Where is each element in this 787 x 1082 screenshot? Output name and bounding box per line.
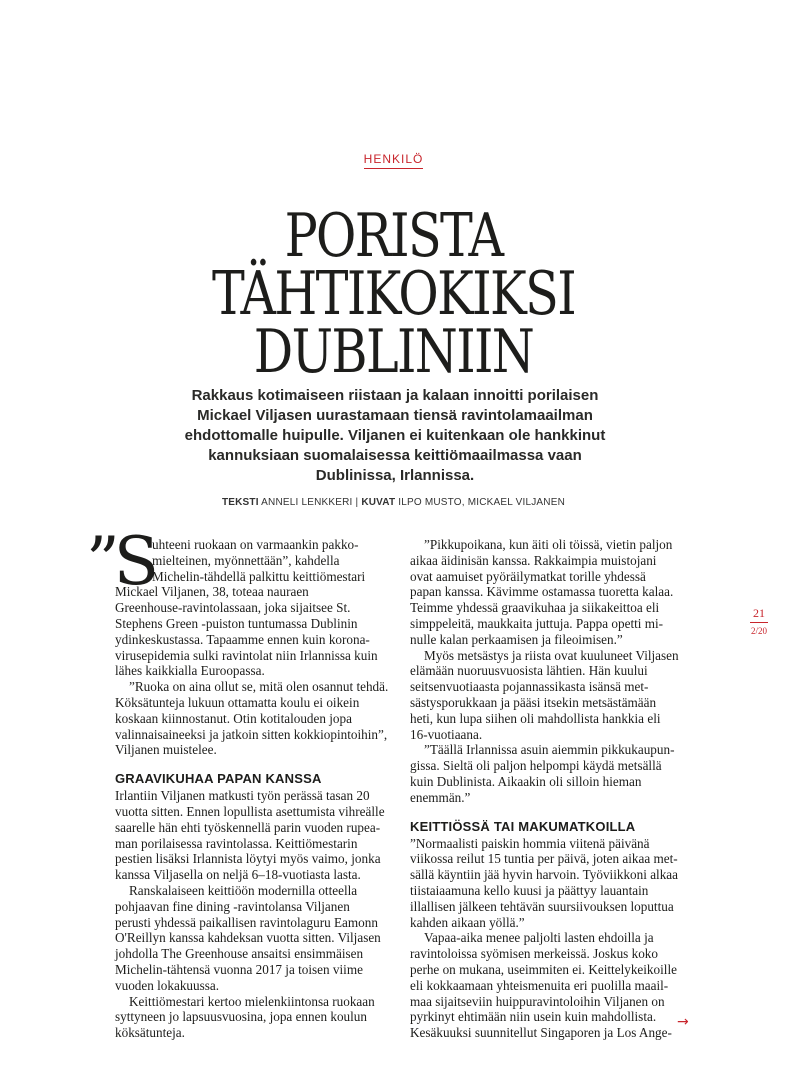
byline-text-author: ANNELI LENKKERI: [261, 497, 353, 508]
body-text-line: gissa. Sieltä oli paljon helpompi käydä metsällä: [410, 758, 662, 774]
subheading: KEITTIÖSSÄ TAI MAKUMATKOILLA: [410, 818, 636, 834]
byline-photo-authors: ILPO MUSTO, MICKAEL VILJANEN: [398, 497, 566, 508]
body-text-line: sästysporukkaan ja pääsi itsekin metsästämään: [410, 694, 657, 710]
body-text-line: nulle kalan perkaamisen ja fileoimisen.”: [410, 631, 623, 647]
page-number-divider: [750, 622, 768, 623]
body-text-line: aikaa äidinisän kanssa. Rakkaimpia muistojani: [410, 552, 657, 568]
body-text-line: heti, kun lupa siihen oli mahdollista hankkia eli: [410, 710, 661, 726]
body-text-line: Köksätunteja lukuun ottamatta koulu ei oikein: [115, 694, 360, 710]
headline: [71, 201, 716, 387]
body-text-line: kanssa Viljasella on neljä 6–18-vuotiasta lasta.: [115, 867, 361, 883]
body-text-line: enemmän.”: [410, 789, 471, 805]
body-text-line: elämään nuoruusvuosista lähtien. Hän kuului: [410, 663, 648, 679]
body-text-line: Greenhouse-ravintolassaan, joka sijaitsee St.: [115, 600, 351, 616]
body-text-line: johdolla The Greenhouse ansaitsi ensimmäisen: [115, 946, 364, 962]
body-text-line: Michelin-tähdellä palkittu keittiömestari: [152, 568, 366, 584]
lead-line: Rakkaus kotimaiseen riistaan ja kalaan innoitti porilaisen: [191, 387, 599, 404]
body-text-line: sällä käyntiin jää hyvin harvoin. Työviikkoni alkaa: [410, 867, 679, 883]
body-text-line: perhe on mukana, useimmiten ei. Keittelykeikoille: [410, 961, 677, 977]
body-text-line: saarelle hän ehti työskennellä parin vuoden rupea-: [115, 819, 381, 835]
lead-line: Dublinissa, Irlannissa.: [315, 467, 475, 484]
headline-line: PORISTA: [284, 201, 503, 271]
body-text-line: O'Reillyn kanssa kahdeksan vuotta sitten. Viljasen: [115, 930, 381, 946]
body-text-line: vuoden lokakuussa.: [115, 977, 220, 993]
body-text-line: kahden aikaan yöllä.”: [410, 914, 525, 930]
body-text-line: man porilaisessa ravintolassa. Keittiömestarin: [115, 835, 358, 851]
body-text-line: Teimme yhdessä graavikuhaa ja siikakeittoa eli: [410, 600, 660, 616]
body-text-line: mielteinen, myönnettään”, kahdella: [152, 552, 340, 568]
article-column-left: [115, 537, 405, 1041]
body-text-line: eli kokkaamaan yhteismenuita eri puolilla maail-: [410, 977, 669, 993]
body-text-line: Myös metsästys ja riista ovat kuuluneet Viljasen: [424, 647, 679, 663]
body-text-line: ovat aamuiset pyöräilymatkat torille yhdessä: [410, 568, 646, 584]
body-text-line: Vapaa-aika menee paljolti lasten ehdoilla ja: [424, 930, 654, 946]
body-text-line: ”Ruoka on aina ollut se, mitä olen osannut tehdä.: [129, 679, 389, 695]
arrow-right-icon[interactable]: →: [677, 1014, 689, 1030]
section-tag: [0, 150, 787, 169]
body-text-line: viikossa reilut 15 tuntia per päivä, joten aikaa met-: [410, 851, 678, 867]
body-text-line: ”Pikkupoikana, kun äiti oli töissä, vietin paljon: [424, 537, 673, 552]
body-text-line: simppeleitä, maukkaita juttuja. Pappa opetti mi-: [410, 615, 664, 631]
body-text-line: ydinkeskustassa. Tapaamme ennen kuin korona-: [115, 631, 370, 647]
body-text-line: valinnaisaineeksi ja jatkoin sitten kokkiopintoihin”,: [115, 726, 388, 742]
body-text-line: ”Täällä Irlannissa asuin aiemmin pikkukaupun-: [424, 742, 675, 758]
body-text-line: vuotta sitten. Ennen lopullista asettumista vihreälle: [115, 803, 385, 819]
body-text-line: Kesäkuuksi suunnitellut Singaporen ja Los Ange-: [410, 1025, 672, 1041]
body-text-line: 16-vuotiaana.: [410, 726, 483, 742]
section-tag-label: HENKILÖ: [364, 152, 424, 169]
body-text-line: Stephens Green -puiston tuntumassa Dublinin: [115, 615, 358, 631]
lead-line: kannuksiaan suomalaisessa keittiömaailmassa vaan: [208, 447, 582, 464]
body-text-line: virusepidemia sulki ravintolat niin Irlannissa kuin: [115, 647, 378, 663]
body-text-line: uhteeni ruokaan on varmaankin pakko-: [152, 537, 359, 552]
spacer: [115, 758, 405, 770]
body-text-line: Ranskalaiseen keittiöön modernilla otteella: [129, 882, 358, 898]
body-text-line: kuin Dublinista. Aikaakin oli silloin hieman: [410, 773, 642, 789]
lead-paragraph: [170, 386, 620, 486]
body-text-line: koskaan kiinnostanut. Otin kotitalouden jopa: [115, 710, 352, 726]
body-text-line: Mickael Viljanen, 38, toteaa nauraen: [115, 584, 309, 600]
byline-text-label: TEKSTI: [221, 497, 259, 508]
body-text-line: seitsenvuotiaasta pojannassikasta isänsä met-: [410, 679, 649, 695]
body-text-line: Keittiömestari kertoo mielenkiintonsa ruokaan: [129, 993, 375, 1009]
body-text-line: syttyneen jo lapsuusvuosina, jopa ennen koulun: [115, 1009, 367, 1025]
body-text-line: Michelin-tähtensä vuonna 2017 ja toisen viime: [115, 961, 363, 977]
headline-line: TÄHTIKOKIKSI: [211, 259, 575, 329]
body-text-line: tiistaiaamuna kello kuusi ja päättyy lauantain: [410, 882, 649, 898]
drop-cap-quote: ”: [86, 523, 114, 600]
body-text-line: Irlantiin Viljanen matkusti työn perässä tasan 20: [115, 788, 370, 804]
body-text-line: ravintoloissa syömisen merkeissä. Joskus koko: [410, 946, 658, 962]
page-number-position: 2/20: [750, 626, 767, 636]
headline-line: DUBLINIIN: [253, 317, 534, 387]
subheading: GRAAVIKUHAA PAPAN KANSSA: [115, 771, 322, 787]
page-number-current: 21: [753, 606, 765, 620]
byline-photo-label: KUVAT: [361, 497, 396, 508]
byline: [0, 497, 787, 508]
page-number: [744, 606, 774, 637]
body-text-line: pestien lisäksi Irlannista löytyi myös vaimo, jonka: [115, 851, 381, 867]
lead-line: ehdottomalle huipulle. Viljanen ei kuitenkaan ole hankkinut: [184, 427, 606, 444]
body-text-line: papan kanssa. Kävimme ostamassa tuoretta kalaa.: [410, 584, 674, 600]
spacer: [410, 806, 685, 818]
body-text-line: Viljanen muistelee.: [115, 742, 217, 758]
article-column-right: [410, 537, 685, 1041]
body-text-line: köksätunteja.: [115, 1025, 185, 1041]
body-text-line: illallisen jälkeen tehtävän suursiivouksen loputtua: [410, 898, 674, 914]
body-text-line: pyrkinyt ehtimään niin usein kuin mahdollista.: [410, 1009, 657, 1025]
byline-separator: |: [355, 497, 359, 508]
body-text-line: lähes kaikkialla Euroopassa.: [115, 663, 265, 679]
lead-line: Mickael Viljasen uurastamaan tiensä ravintolamaailman: [197, 407, 593, 424]
body-text-line: maa sijaitseviin huippuravintoloihin Viljanen on: [410, 993, 665, 1009]
body-text-line: ”Normaalisti paiskin hommia viitenä päivänä: [410, 835, 650, 851]
drop-cap-letter: S: [113, 523, 159, 600]
body-text-line: pohjaavan fine dining -ravintolansa Viljanen: [115, 898, 350, 914]
body-text-line: perusti yhdessä paikallisen ravintolaguru Eamonn: [115, 914, 378, 930]
